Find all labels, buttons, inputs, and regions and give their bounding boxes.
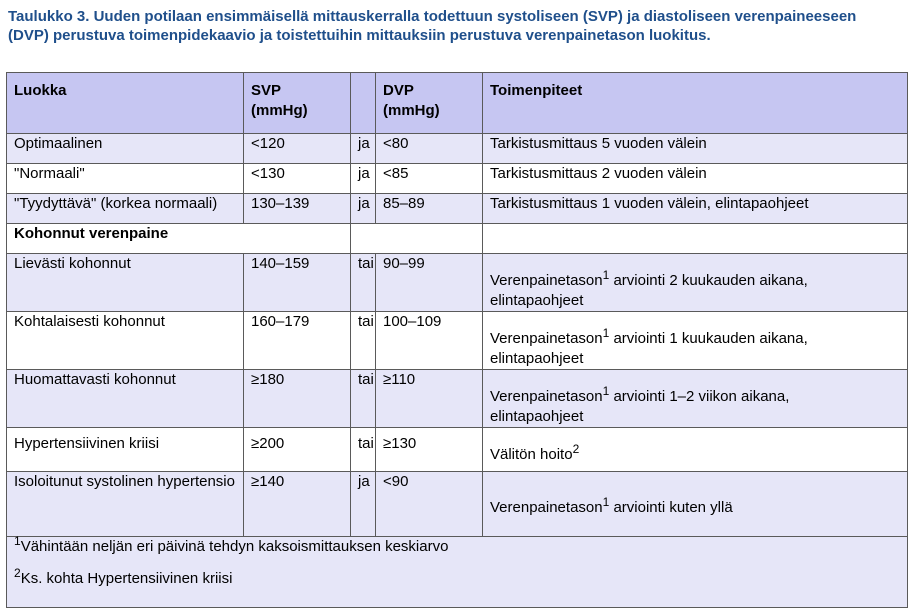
header-conj (351, 73, 376, 134)
cell-luokka: "Tyydyttävä" (korkea normaali) (7, 194, 244, 224)
table-row (7, 164, 908, 194)
blood-pressure-table (6, 72, 908, 608)
header-svp: SVP (mmHg) (244, 73, 351, 134)
cell-svp: ≥180 (244, 370, 351, 428)
cell-conj: ja (351, 472, 376, 537)
cell-dvp: ≥110 (376, 370, 483, 428)
cell-dvp: <85 (376, 164, 483, 194)
cell-conj: tai (351, 370, 376, 428)
header-row (7, 73, 908, 134)
section-title: Kohonnut verenpaine (7, 224, 351, 254)
section-row (7, 224, 908, 254)
cell-dvp: <80 (376, 134, 483, 164)
cell-conj: tai (351, 428, 376, 472)
cell-luokka: Optimaalinen (7, 134, 244, 164)
table-row (7, 134, 908, 164)
table-row (7, 428, 908, 472)
cell-svp: ≥140 (244, 472, 351, 537)
table-caption: Taulukko 3. Uuden potilaan ensimmäisellä mittauskerralla todettuun systoliseen (SVP) ja diastoliseen verenpaineeseen (DVP) perustuva toimenpidekaavio ja toistettuihin mittauksiin perustuva verenpainetason luokitus. (8, 8, 857, 44)
cell-svp: 130–139 (244, 194, 351, 224)
cell-luokka: Lievästi kohonnut (7, 254, 244, 312)
cell-dvp: <90 (376, 472, 483, 537)
cell-action: Verenpainetason$^1$ arviointi 2 kuukauden aikana, elintapaohjeet (483, 254, 908, 312)
header-luokka: Luokka (7, 73, 244, 134)
table-row (7, 194, 908, 224)
table-row (7, 312, 908, 370)
cell-conj: tai (351, 254, 376, 312)
section-empty (351, 224, 483, 254)
cell-svp: ≥200 (244, 428, 351, 472)
cell-dvp: 90–99 (376, 254, 483, 312)
cell-action: Tarkistusmittaus 2 vuoden välein (483, 164, 908, 194)
section-empty-action (483, 224, 908, 254)
footnote-2: $^2$Ks. kohta Hypertensiivinen kriisi (14, 566, 233, 587)
cell-svp: 160–179 (244, 312, 351, 370)
footnotes-cell (7, 534, 908, 608)
footnotes-row (7, 537, 908, 608)
header-dvp: DVP (mmHg) (376, 73, 483, 134)
cell-conj: tai (351, 312, 376, 370)
table-row (7, 370, 908, 428)
cell-conj: ja (351, 164, 376, 194)
cell-dvp: ≥130 (376, 428, 483, 472)
cell-action: Tarkistusmittaus 5 vuoden välein (483, 134, 908, 164)
cell-action: Verenpainetason$^1$ arviointi kuten yllä (483, 472, 908, 537)
cell-action: Verenpainetason$^1$ arviointi 1 kuukauden aikana, elintapaohjeet (483, 312, 908, 370)
cell-luokka: Hypertensiivinen kriisi (7, 428, 244, 472)
cell-conj: ja (351, 194, 376, 224)
cell-luokka: Kohtalaisesti kohonnut (7, 312, 244, 370)
cell-svp: <120 (244, 134, 351, 164)
table-row (7, 472, 908, 537)
cell-svp: <130 (244, 164, 351, 194)
cell-luokka: Isoloitunut systolinen hypertensio (7, 472, 244, 537)
cell-luokka: Huomattavasti kohonnut (7, 370, 244, 428)
cell-action: Välitön hoito$^2$ (483, 428, 908, 472)
cell-action: Tarkistusmittaus 1 vuoden välein, elintapaohjeet (483, 194, 908, 224)
footnote-1: $^1$Vähintään neljän eri päivinä tehdyn kaksoismittauksen keskiarvo (14, 534, 449, 555)
table-row (7, 254, 908, 312)
header-toimenpiteet: Toimenpiteet (483, 73, 908, 134)
cell-luokka: "Normaali" (7, 164, 244, 194)
cell-action: Verenpainetason$^1$ arviointi 1–2 viikon aikana, elintapaohjeet (483, 370, 908, 428)
cell-dvp: 85–89 (376, 194, 483, 224)
cell-dvp: 100–109 (376, 312, 483, 370)
cell-conj: ja (351, 134, 376, 164)
cell-svp: 140–159 (244, 254, 351, 312)
